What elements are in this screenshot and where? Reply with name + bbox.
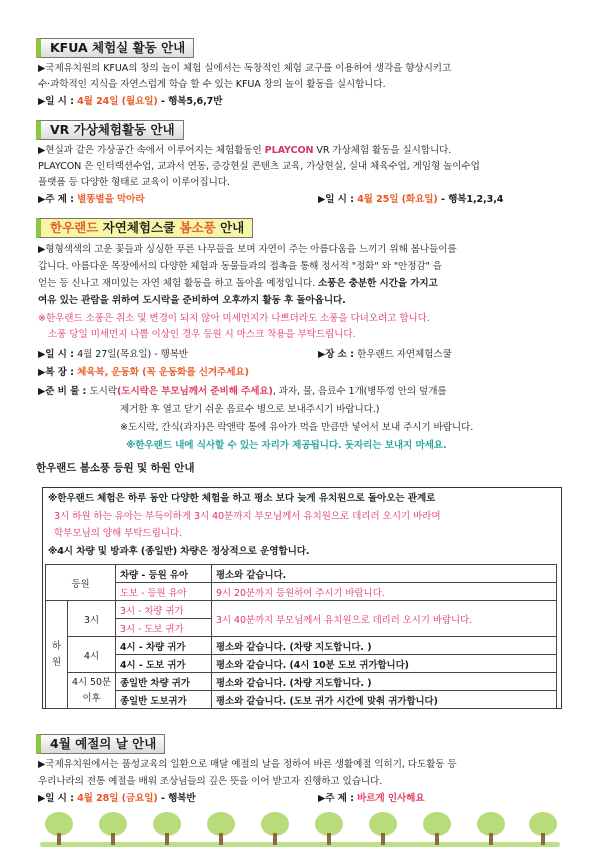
pickup-box-line-4: ※4시 차량 및 방과후 (종일반) 차량은 정상적으로 운영합니다.: [48, 546, 310, 557]
hanwoo-place: ▶장 소 : 한우랜드 자연체험스쿨: [318, 349, 452, 360]
vr-text-line-3: 플랫폼 등 다양한 형태로 교육이 이루어집니다.: [38, 177, 230, 188]
cell-r3a: 3시 - 차량 귀가: [116, 601, 212, 619]
table-row: [46, 601, 557, 619]
etiquette-date-line: ▶일 시 : 4월 28일 (금요일) - 행복반: [38, 793, 196, 804]
hanwoo-text-line-2: 갑니다. 아름다운 목장에서의 다양한 체험과 동물들과의 접촉을 통해 정서적 "정화" 와 "안정감" 을: [38, 261, 442, 272]
cell-r6b: 평소와 같습니다. (4시 10분 도보 귀가합니다): [212, 655, 557, 673]
cell-r8b: 평소와 같습니다. (도보 귀가 시간에 맞춰 귀가합니다): [212, 691, 557, 709]
vr-date-line: ▶일 시 : 4월 25일 (화요일) - 행복1,2,3,4: [318, 194, 504, 205]
cell-r5a: 4시 - 차량 귀가: [116, 637, 212, 655]
vr-text-line-1: ▶현실과 같은 가상공간 속에서 이루어지는 체험활동인 PLAYCON VR 가상체험 활동을 실시합니다.: [38, 145, 452, 156]
etiquette-text-line-2: 우리나라의 전통 예절을 배워 조상님들의 깊은 뜻을 이어 받고자 진행하고 있습니다.: [38, 776, 383, 787]
table-row: [46, 637, 557, 655]
tree-icon: [204, 812, 238, 846]
tree-icon: [312, 812, 346, 846]
cell-r2b: 9시 20분까지 등원하여 주시기 바랍니다.: [212, 583, 557, 601]
section-title-etiquette: 4월 예절의 날 안내: [36, 734, 165, 754]
cell-r8a: 종일반 도보귀가: [116, 691, 212, 709]
hanwoo-text-line-1: ▶형형색색의 고운 꽃들과 싱싱한 푸른 나무들을 보며 자연이 주는 아름다움을 느끼기 위해 봄나들이를: [38, 244, 457, 255]
cell-r4a: 3시 - 도보 귀가: [116, 619, 212, 637]
cell-4si: 4시: [68, 637, 116, 673]
hanwoo-prep-line-1: ▶준 비 물 : 도시락(도시락은 부모님께서 준비해 주세요), 과자, 물, 음료수 1개(병뚜껑 안의 덮개를: [38, 386, 447, 397]
cell-r1a: 차량 - 등원 유아: [116, 565, 212, 583]
etiquette-topic-line: ▶주 제 : 바르게 인사해요: [318, 793, 425, 804]
cell-r6a: 4시 - 도보 귀가: [116, 655, 212, 673]
hanwoo-prep-line-4: ※한우랜드 내에 식사할 수 있는 자리가 제공됩니다. 돗자리는 보내지 마세요.: [126, 440, 447, 451]
table-row: [46, 691, 557, 709]
pickup-box-line-1: ※한우랜드 체험은 하루 동안 다양한 체험을 하고 평소 보다 늦게 유치원으로 돌아오는 관계로: [48, 493, 436, 504]
tree-icon: [526, 812, 560, 846]
cell-r7b: 평소와 같습니다. (차량 지도합니다. ): [212, 673, 557, 691]
table-row: [46, 655, 557, 673]
pickup-box-line-3: 학부모님의 양해 부탁드립니다.: [54, 528, 183, 539]
cell-r7a: 종일반 차량 귀가: [116, 673, 212, 691]
section-title-kfua: KFUA 체험실 활동 안내: [36, 38, 194, 58]
hanwoo-notice-2: 소풍 당일 미세먼지 나쁨 이상인 경우 등원 시 마스크 착용을 부탁드립니다.: [48, 329, 356, 340]
etiquette-text-line-1: ▶국제유치원에서는 품성교육의 일환으로 매달 예절의 날을 정하여 바른 생활예절 익히기, 다도활동 등: [38, 759, 457, 770]
table-row: [46, 583, 557, 601]
tree-icon: [258, 812, 292, 846]
section-title-vr: VR 가상체험활동 안내: [36, 120, 184, 140]
cell-r3b: 3시 40분까지 부모님께서 유치원으로 데리러 오시기 바랍니다.: [212, 601, 557, 637]
table-row: [46, 673, 557, 691]
tree-icon: [420, 812, 454, 846]
kfua-text-line-2: 수·과학적인 지식을 자연스럽게 학습 할 수 있는 KFUA 창의 놀이 활동을 실시합니다.: [38, 79, 386, 90]
tree-icon: [150, 812, 184, 846]
section-title-pickup: 한우랜드 봄소풍 등원 및 하원 안내: [36, 462, 195, 474]
kfua-text-line-1: ▶국제유치원의 KFUA의 창의 놀이 체험 실에서는 독창적인 체험 교구를 이용하여 생각을 향상시키고: [38, 63, 452, 74]
vr-text-line-2: PLAYCON 은 인터랙션수업, 교과서 연동, 증강현실 콘텐츠 교육, 가상현실, 실내 체육수업, 게임형 놀이수업: [38, 161, 480, 172]
section-title-hanwoo: 한우랜드 자연체험스쿨 봄소풍 안내: [36, 218, 253, 238]
pickup-schedule-table: [45, 564, 557, 709]
vr-topic-line: ▶주 제 : 별똥별을 막아라: [38, 194, 145, 205]
kfua-date-line: ▶일 시 : 4월 24일 (월요일) - 행복5,6,7반: [38, 96, 223, 107]
tree-icon: [96, 812, 130, 846]
table-row: [46, 565, 557, 583]
cell-dengwon: 등원: [46, 565, 116, 601]
pickup-box-line-2: 3시 하원 하는 유아는 부득이하게 3시 40분까지 부모님께서 유치원으로 데리러 오시기 바라며: [54, 511, 441, 522]
hanwoo-text-line-4: 여유 있는 관람을 위하여 도시락을 준비하여 오후까지 활동 후 돌아옵니다.: [38, 295, 346, 306]
cell-r5b: 평소와 같습니다. (차량 지도합니다. ): [212, 637, 557, 655]
hanwoo-dress: ▶복 장 : 체육복, 운동화 (꼭 운동화를 신겨주세요): [38, 367, 249, 378]
tree-icon: [42, 812, 76, 846]
cell-450: 4시 50분 이후: [68, 673, 116, 709]
tree-icon: [474, 812, 508, 846]
cell-hawon: 하원: [46, 601, 68, 709]
hanwoo-notice-1: ※한우랜드 소풍은 취소 및 변경이 되지 않아 미세먼지가 나쁘더라도 소풍을 다녀오려고 합니다.: [38, 313, 430, 324]
cell-3si: 3시: [68, 601, 116, 637]
hanwoo-date: ▶일 시 : 4월 27일(목요일) - 행복반: [38, 349, 188, 360]
hanwoo-text-line-3: 얻는 등 신나고 재미있는 자연 체험 활동을 하고 돌아올 예정입니다. 소풍은 충분한 시간을 가지고: [38, 278, 438, 289]
cell-r1b: 평소와 같습니다.: [212, 565, 557, 583]
hanwoo-prep-line-3: ※도시락, 간식(과자)은 락앤락 통에 유아가 먹을 만큼만 넣어서 보내 주시기 바랍니다.: [120, 422, 474, 433]
tree-icon: [366, 812, 400, 846]
hanwoo-prep-line-2: 제거한 후 열고 닫기 쉬운 음료수 병으로 보내주시기 바랍니다.): [120, 404, 380, 415]
cell-r2a: 도보 - 등원 유아: [116, 583, 212, 601]
